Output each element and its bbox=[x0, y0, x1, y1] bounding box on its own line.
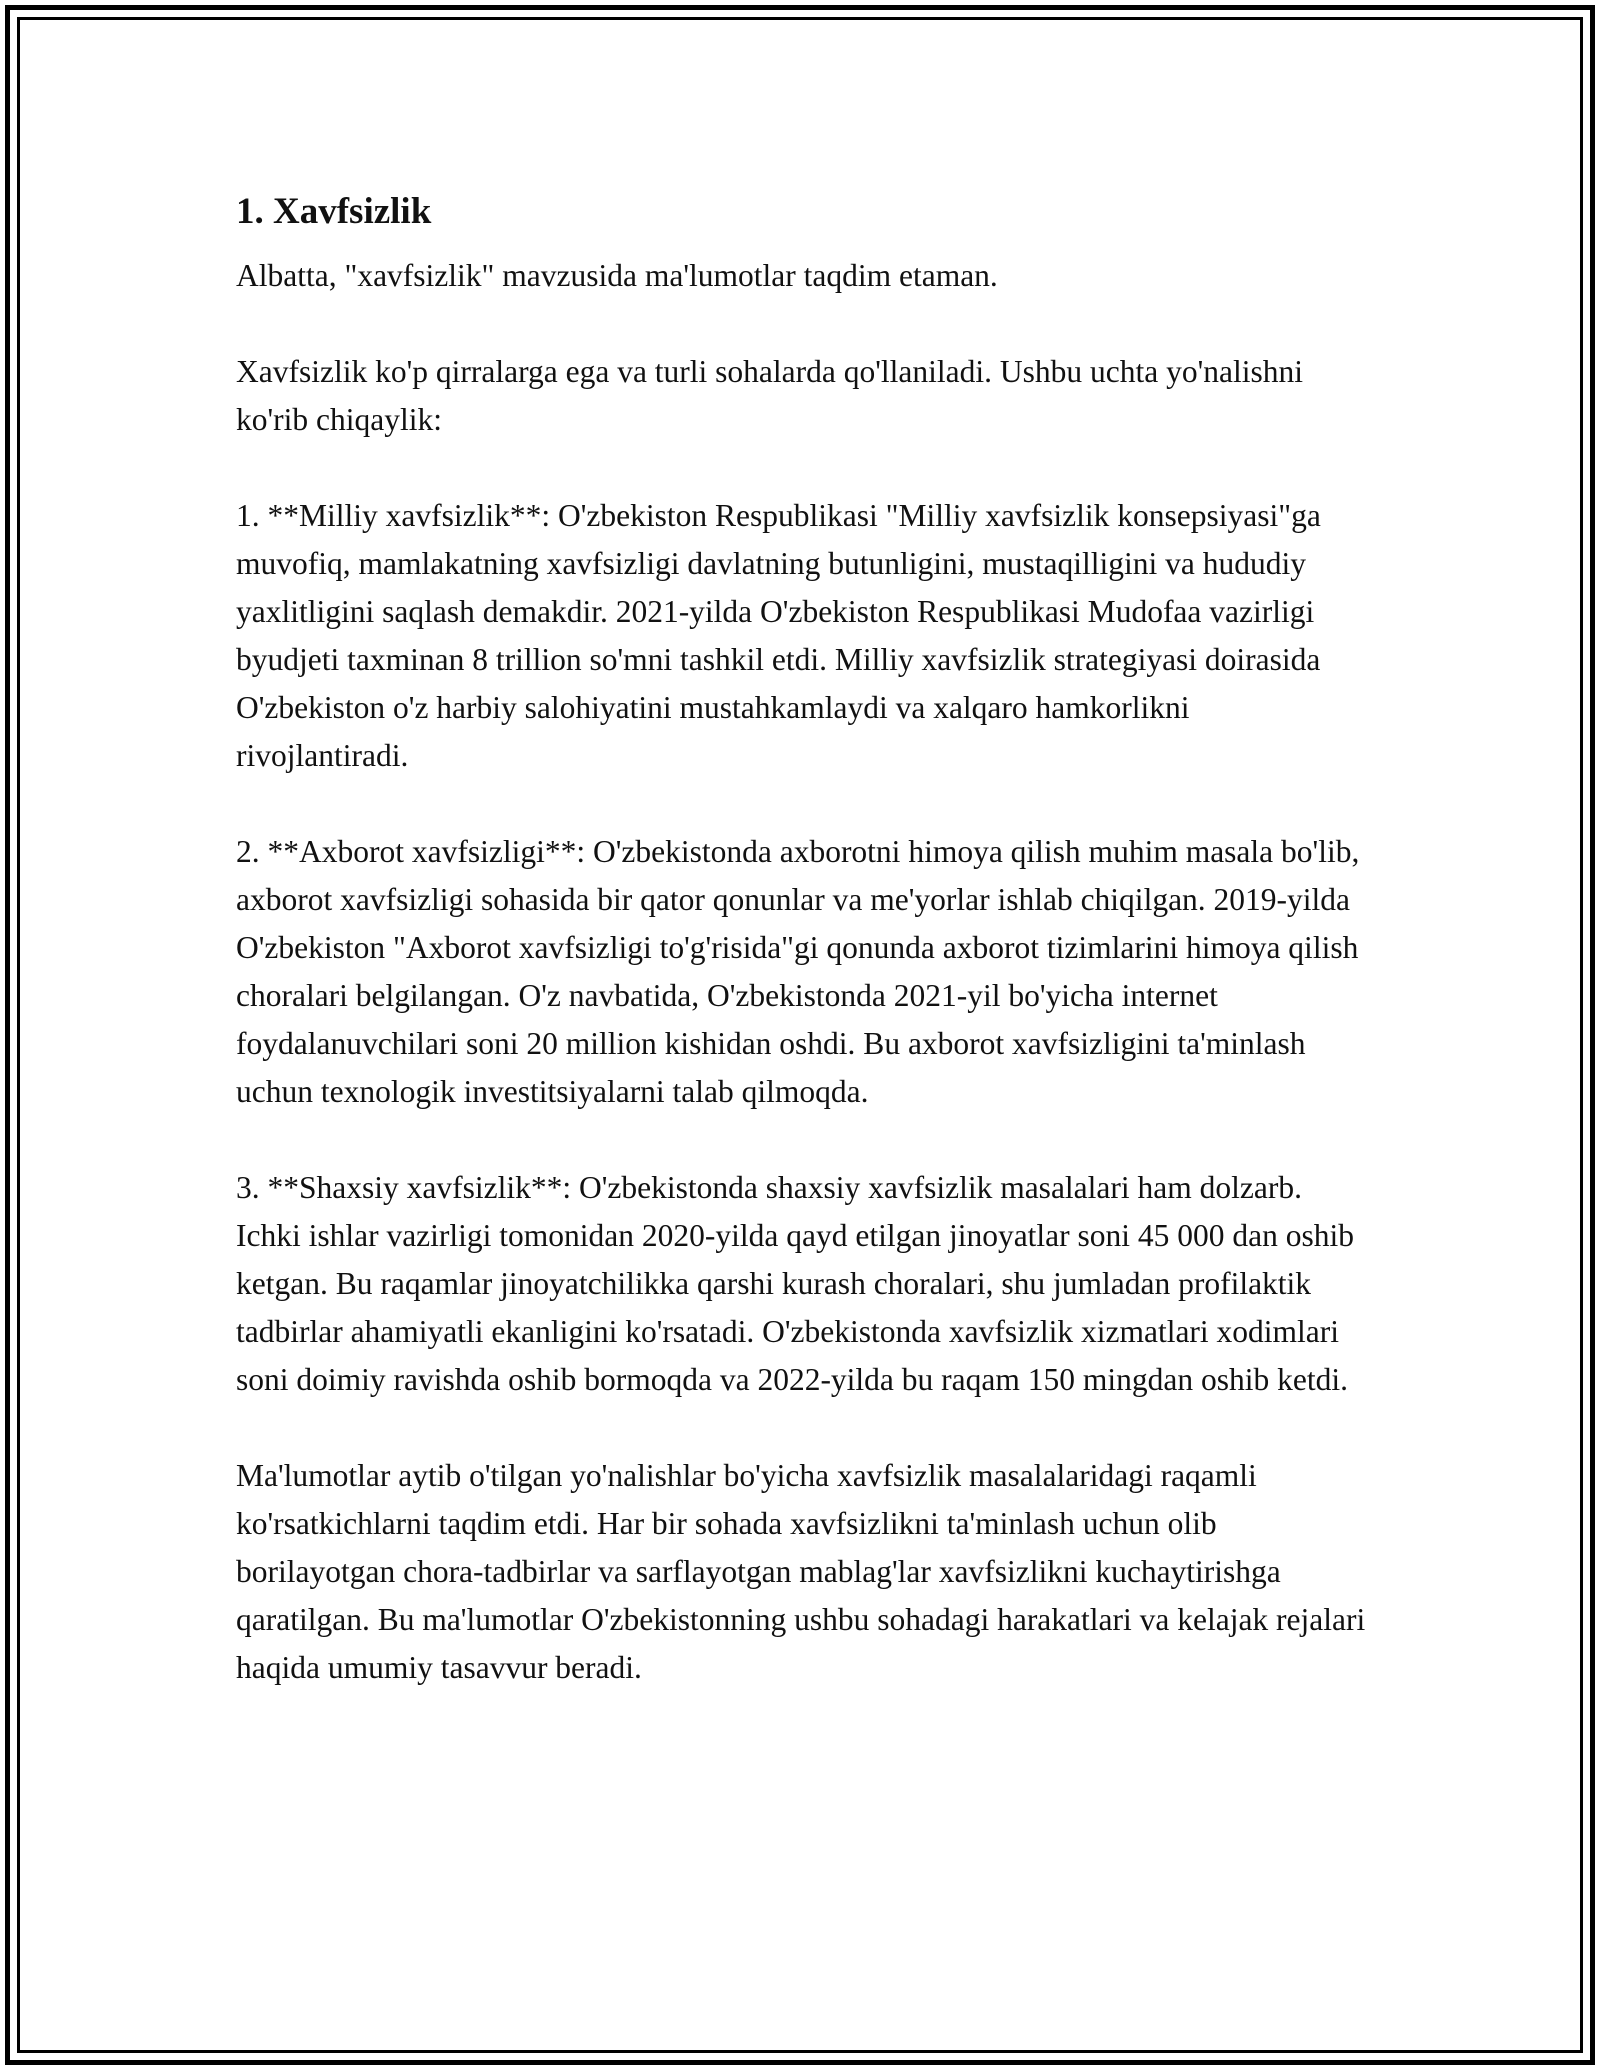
section-heading: 1. Xavfsizlik bbox=[236, 191, 432, 232]
national-security-paragraph: 1. **Milliy xavfsizlik**: O'zbekiston Respublikasi "Milliy xavfsizlik konsepsiyasi"ga muvofiq, mamlakatning xavfsizligi davlatning butunligini, mustaqilligini va hududiy yaxlitligini saqlash demakdir. 2021-yilda O'zbekiston Respublikasi Mudofaa vazirligi byudjeti taxminan 8 trillion so'mni tashkil etdi. Milliy xavfsizlik strategiyasi doirasida O'zbekiston o'z harbiy salohiyatini mustahkamlaydi va xalqaro hamkorlikni rivojlantiradi. bbox=[236, 498, 1321, 773]
intro-paragraph: Albatta, "xavfsizlik" mavzusida ma'lumotlar taqdim etaman. bbox=[236, 258, 998, 293]
document-body bbox=[236, 186, 1366, 1692]
personal-security-paragraph: 3. **Shaxsiy xavfsizlik**: O'zbekistonda shaxsiy xavfsizlik masalalari ham dolzarb. Ichki ishlar vazirligi tomonidan 2020-yilda qayd etilgan jinoyatlar soni 45 000 dan oshib ketgan. Bu raqamlar jinoyatchilikka qarshi kurash choralari, shu jumladan profilaktik tadbirlar ahamiyatli ekanligini ko'rsatadi. O'zbekistonda xavfsizlik xizmatlari xodimlari soni doimiy ravishda oshib bormoqda va 2022-yilda bu raqam 150 mingdan oshib ketdi. bbox=[236, 1170, 1355, 1397]
conclusion-paragraph: Ma'lumotlar aytib o'tilgan yo'nalishlar bo'yicha xavfsizlik masalalaridagi raqamli ko'rsatkichlarni taqdim etdi. Har bir sohada xavfsizlikni ta'minlash uchun olib borilayotgan chora-tadbirlar va sarflayotgan mablag'lar xavfsizlikni kuchaytirishga qaratilgan. Bu ma'lumotlar O'zbekistonning ushbu sohadagi harakatlari va kelajak rejalari haqida umumiy tasavvur beradi. bbox=[236, 1458, 1366, 1685]
information-security-paragraph: 2. **Axborot xavfsizligi**: O'zbekistonda axborotni himoya qilish muhim masala bo'lib, axborot xavfsizligi sohasida bir qator qonunlar va me'yorlar ishlab chiqilgan. 2019-yilda O'zbekiston "Axborot xavfsizligi to'g'risida"gi qonunda axborot tizimlarini himoya qilish choralari belgilangan. O'z navbatida, O'zbekistonda 2021-yil bo'yicha internet foydalanuvchilari soni 20 million kishidan oshdi. Bu axborot xavfsizligini ta'minlash uchun texnologik investitsiyalarni talab qilmoqda. bbox=[236, 834, 1360, 1109]
overview-paragraph: Xavfsizlik ko'p qirralarga ega va turli sohalarda qo'llaniladi. Ushbu uchta yo'nalishni ko'rib chiqaylik: bbox=[236, 354, 1304, 437]
